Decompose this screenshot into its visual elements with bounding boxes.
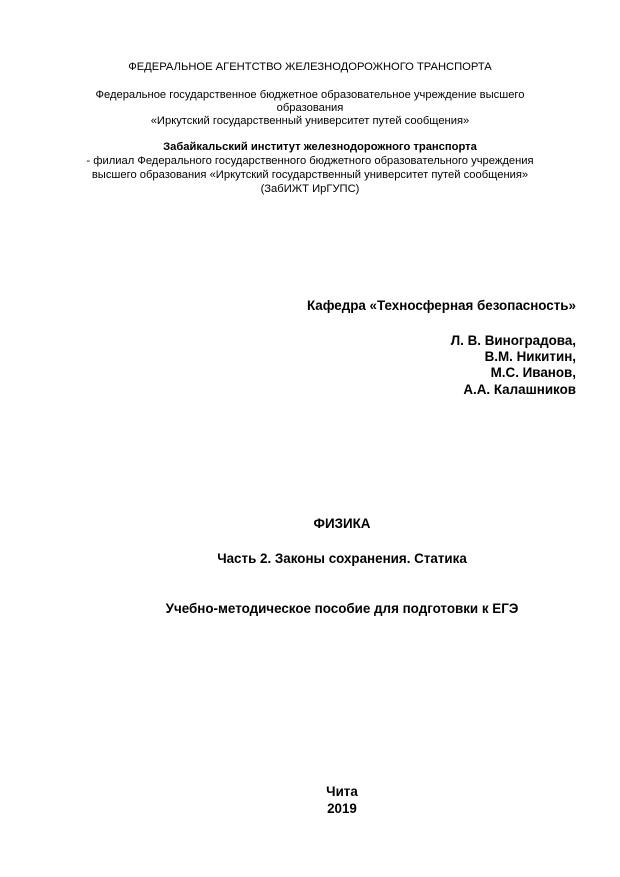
author-1: Л. В. Виноградова, bbox=[450, 333, 576, 348]
author-4: А.А. Калашников bbox=[463, 382, 576, 397]
institution-line-3: «Иркутский государственный университет путей сообщения» bbox=[150, 115, 470, 127]
document-type: Учебно-методическое пособие для подготовки к ЕГЭ bbox=[165, 601, 519, 616]
author-3: М.С. Иванов, bbox=[490, 365, 576, 380]
branch-abbreviation: (ЗабИЖТ ИрГУПС) bbox=[260, 183, 360, 195]
author-2: В.М. Никитин, bbox=[484, 349, 576, 364]
branch-title: Забайкальский институт железнодорожного транспорта bbox=[163, 141, 477, 153]
institution-line-2: образования bbox=[276, 102, 344, 114]
publication-year: 2019 bbox=[327, 801, 357, 816]
publication-city: Чита bbox=[326, 784, 358, 799]
document-part: Часть 2. Законы сохранения. Статика bbox=[217, 551, 467, 566]
branch-line-2: высшего образования «Иркутский государственный университет путей сообщения» bbox=[91, 169, 529, 181]
institution-line-1: Федеральное государственное бюджетное образовательное учреждение высшего bbox=[95, 89, 525, 101]
department-name: Кафедра «Техносферная безопасность» bbox=[306, 298, 576, 313]
document-subject: ФИЗИКА bbox=[313, 516, 371, 531]
branch-line-1: - филиал Федерального государственного бюджетного образовательного учреждения bbox=[86, 155, 534, 167]
agency-name: ФЕДЕРАЛЬНОЕ АГЕНТСТВО ЖЕЛЕЗНОДОРОЖНОГО ТРАНСПОРТА bbox=[128, 61, 492, 73]
